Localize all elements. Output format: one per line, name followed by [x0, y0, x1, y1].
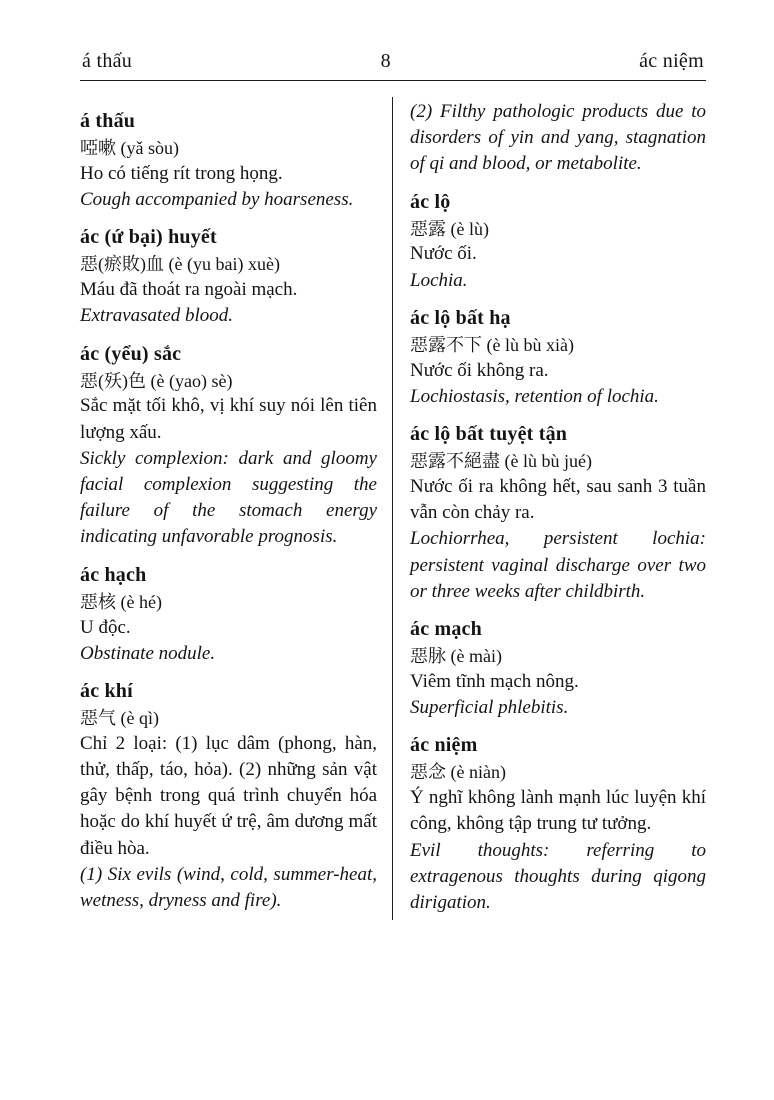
running-head-left-word: á thấu [82, 50, 133, 72]
entry-english-line: Superficial phlebitis. [410, 697, 569, 719]
dictionary-entry [410, 618, 706, 721]
dictionary-entry [410, 734, 706, 916]
entry-term: ác (yểu) sắc [80, 342, 182, 365]
dictionary-entry [410, 191, 706, 294]
entry-chinese-line: 惡气 (è qì) [80, 707, 159, 728]
entry-english-line: Sickly complexion: dark and gloomy facial complexion suggesting the failure of the stomach energy indicating unfavorable prognosis. [80, 447, 377, 548]
entry-viet-line: Nước ối. [410, 243, 477, 265]
entry-viet-line: Sắc mặt tối khô, vị khí suy nói lên tiên lượng xấu. [80, 395, 377, 443]
entry-chinese-line: 啞嗽 (yǎ sòu) [80, 138, 179, 158]
entry-chinese-line: 惡念 (è niàn) [410, 762, 506, 783]
entry-viet-line: Ý nghĩ không lành mạnh lúc luyện khí công, không tập trung tư tưởng. [410, 787, 706, 835]
dictionary-entry [410, 423, 706, 605]
entry-chinese-line: 惡核 (è hé) [80, 591, 162, 612]
entry-english-line: Lochiorrhea, persistent lochia: persistent vaginal discharge over two or three weeks after childbirth. [410, 528, 706, 602]
entry-chinese-line: 惡露不下 (è lù bù xià) [410, 334, 574, 355]
entry-english-line: (1) Six evils (wind, cold, summer-heat, wetness, dryness and fire). [80, 863, 377, 912]
entry-english-line: Evil thoughts: referring to extragenous thoughts during qigong dirigation. [410, 839, 706, 914]
entry-viet-line: Nước ối không ra. [410, 359, 549, 381]
dictionary-entry [80, 226, 377, 329]
page-number: 8 [380, 50, 391, 72]
dictionary-entry [80, 110, 377, 213]
right-column [393, 97, 706, 920]
entry-english-line: Extravasated blood. [80, 305, 234, 327]
entry-english-line: Obstinate nodule. [80, 642, 216, 664]
entry-term: ác niệm [410, 734, 478, 757]
header-rule [80, 80, 706, 81]
entry-viet-line: Nước ối ra không hết, sau sanh 3 tuần vẫn còn chảy ra. [410, 476, 706, 524]
entry-english-line: Cough accompanied by hoarseness. [80, 189, 354, 211]
running-head [80, 50, 706, 73]
entry-term: ác (ứ bại) huyết [80, 226, 217, 249]
entry-chinese-line: 惡(瘀敗)血 (è (yu bai) xuè) [80, 254, 280, 275]
dictionary-entry [410, 307, 706, 410]
entry-viet-line: Máu đã thoát ra ngoài mạch. [80, 279, 298, 301]
dictionary-entry [80, 680, 377, 914]
entry-english-line: Lochia. [410, 269, 468, 291]
dictionary-entry [80, 564, 377, 667]
entry-chinese-line: 惡露 (è lù) [410, 218, 489, 239]
entry-term: ác lộ bất hạ [410, 306, 511, 329]
entry-term: ác mạch [410, 618, 482, 641]
entry-continuation [410, 99, 706, 178]
entry-term: ác hạch [80, 563, 147, 586]
entry-viet-line: Chỉ 2 loại: (1) lục dâm (phong, hàn, thử, thấp, táo, hỏa). (2) những sản vật gây bệnh trong quá trình chuyển hóa hoặc do khí huyết ứ trệ, âm dương mất điều hòa. [80, 732, 377, 859]
dictionary-entry [80, 343, 377, 551]
entry-viet-line: Viêm tĩnh mạch nông. [410, 670, 579, 692]
entry-viet-line: Ho có tiếng rít trong họng. [80, 162, 283, 184]
text-columns [80, 97, 706, 920]
entry-english-line: Lochiostasis, retention of lochia. [410, 385, 659, 407]
running-head-right-word: ác niệm [639, 50, 704, 72]
entry-term: ác khí [80, 679, 133, 702]
entry-viet-line: U độc. [80, 616, 131, 638]
entry-chinese-line: 惡露不絕盡 (è lù bù jué) [410, 451, 592, 472]
entry-term: á thấu [80, 110, 136, 132]
entry-chinese-line: 惡(殀)色 (è (yao) sè) [80, 370, 233, 391]
entry-english-line: (2) Filthy pathologic products due to disorders of yin and yang, stagnation of qi and blood, or metabolite. [410, 101, 706, 175]
entry-chinese-line: 惡脉 (è mài) [410, 646, 502, 667]
left-column [80, 97, 393, 920]
entry-term: ác lộ bất tuyệt tận [410, 423, 568, 446]
entry-term: ác lộ [410, 190, 451, 213]
